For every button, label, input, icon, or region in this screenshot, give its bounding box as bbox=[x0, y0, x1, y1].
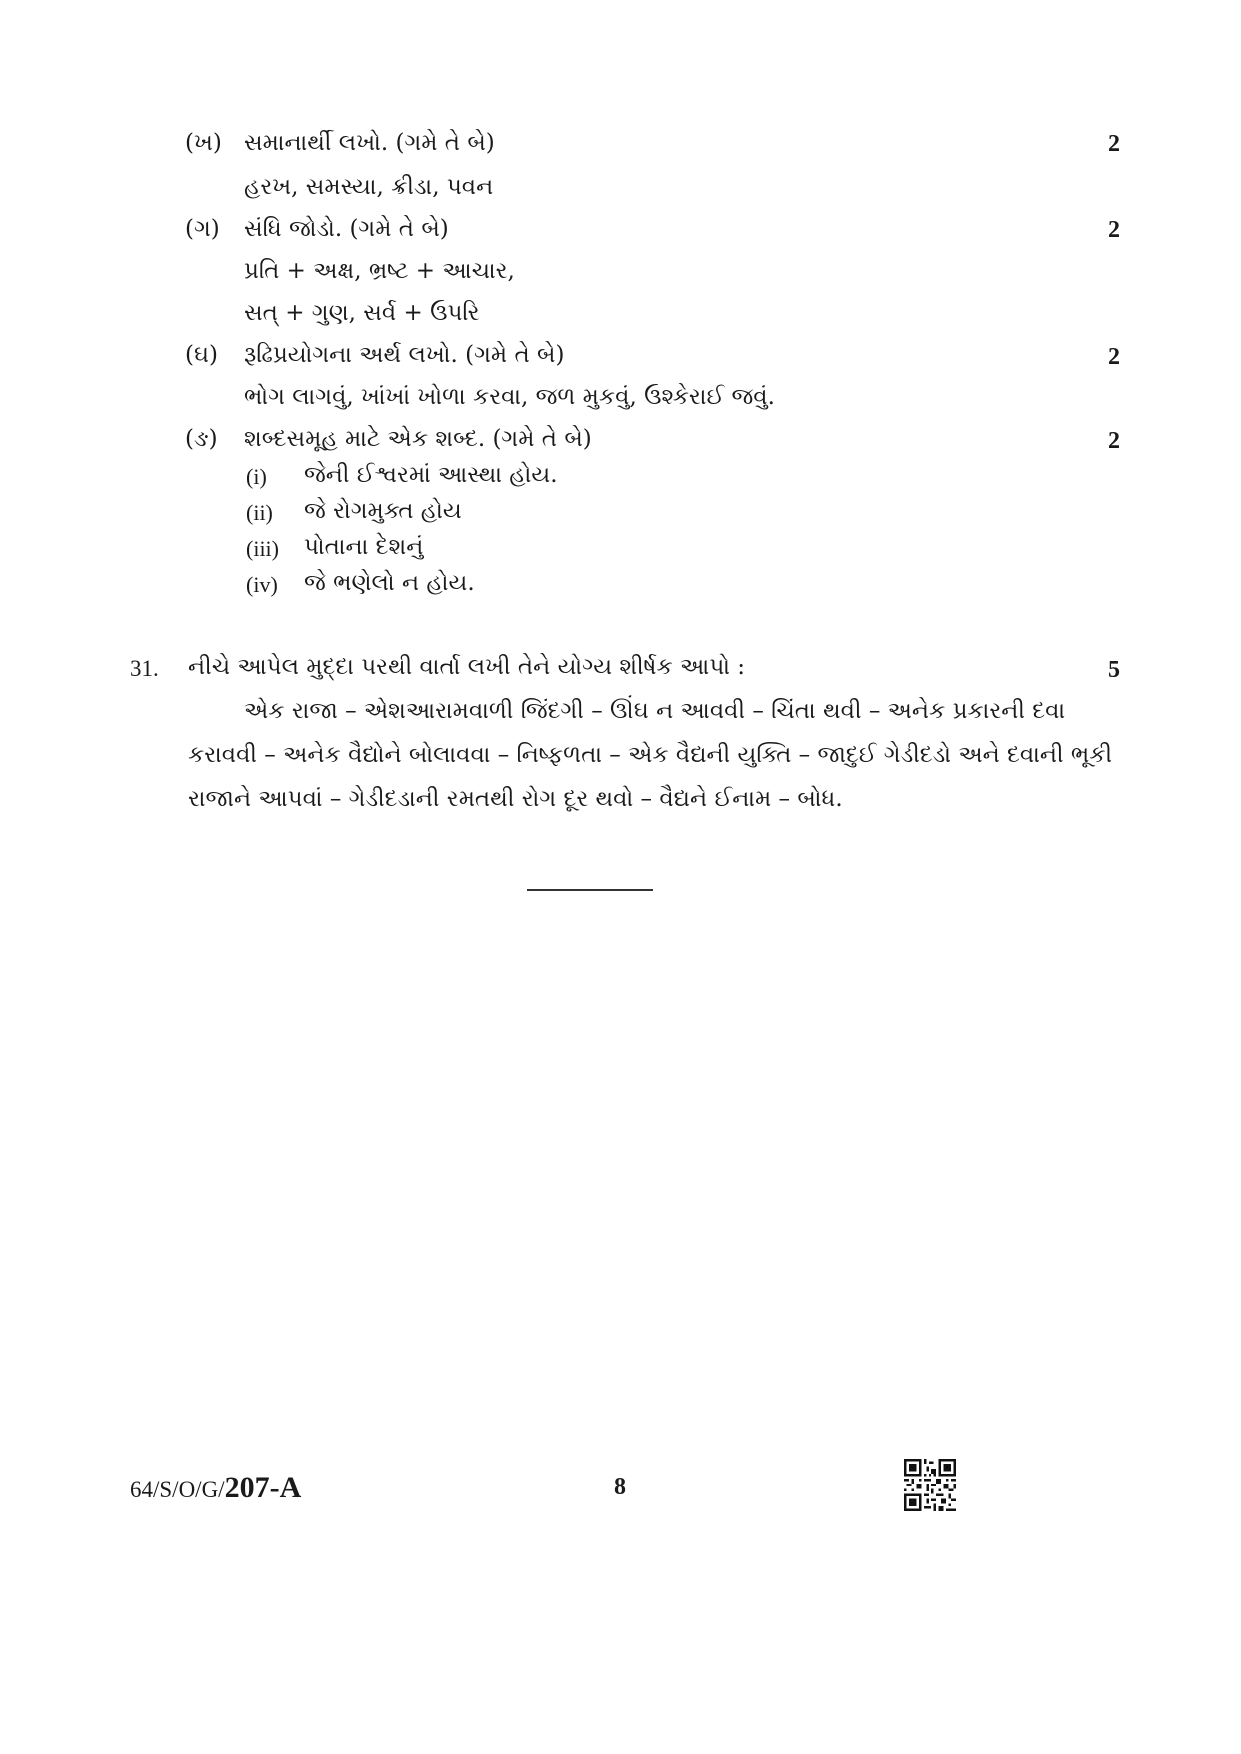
page-number: 8 bbox=[614, 1474, 626, 1500]
subitem-num-iii: (iii) bbox=[246, 536, 279, 561]
item-label-nga: (ઙ) bbox=[185, 426, 218, 452]
item-prompt-nga: શબ્દસમૂહ માટે એક શબ્દ. (ગમે તે બે) bbox=[244, 426, 592, 452]
item-label-kha: (ખ) bbox=[185, 130, 222, 156]
item-marks-gha: 2 bbox=[1108, 344, 1120, 370]
item-marks-ga: 2 bbox=[1108, 217, 1120, 243]
question-31-line-3: રાજાને આપવાં – ગેડીદડાની રમતથી રોગ દૂર થવો – વૈદ્યને ઈનામ – બોધ. bbox=[188, 786, 843, 812]
item-prompt-ga: સંધિ જોડો. (ગમે તે બે) bbox=[244, 216, 449, 242]
question-31-marks: 5 bbox=[1108, 657, 1120, 683]
paper-code bbox=[130, 1471, 301, 1507]
question-31-line-2: કરાવવી – અનેક વૈદ્યોને બોલાવવા – નિષ્ફળતા – એક વૈદ્યની યુક્તિ – જાદુઈ ગેડીદડો અને દવાની ભૂકી bbox=[188, 742, 1113, 768]
item-line-kha-1: હરખ, સમસ્યા, ક્રીડા, પવન bbox=[244, 174, 494, 200]
subitem-text-ii: જે રોગમુક્ત હોય bbox=[304, 498, 462, 524]
item-label-gha: (ઘ) bbox=[185, 342, 218, 368]
item-line-ga-1: પ્રતિ + અક્ષ, ભ્રષ્ટ + આચાર, bbox=[244, 258, 515, 284]
item-label-ga: (ગ) bbox=[185, 216, 220, 242]
question-31-number: 31. bbox=[130, 656, 159, 681]
item-prompt-kha: સમાનાર્થી લખો. (ગમે તે બે) bbox=[244, 130, 495, 156]
item-line-ga-2: સત્ + ગુણ, સર્વ + ઉપરિ bbox=[244, 300, 480, 326]
subitem-text-iii: પોતાના દેશનું bbox=[304, 534, 424, 560]
item-marks-nga: 2 bbox=[1108, 428, 1120, 454]
subitem-num-i: (i) bbox=[246, 464, 267, 489]
end-divider bbox=[527, 889, 653, 891]
item-prompt-gha: રૂઢિપ્રયોગના અર્થ લખો. (ગમે તે બે) bbox=[244, 342, 565, 368]
item-marks-kha: 2 bbox=[1108, 131, 1120, 157]
subitem-text-i: જેની ઈશ્વરમાં આસ્થા હોય. bbox=[304, 462, 558, 488]
item-line-gha-1: ભોગ લાગવું, ખાંખાં ખોળા કરવા, જળ મુકવું, ઉશ્કેરાઈ જવું. bbox=[244, 384, 775, 410]
subitem-num-iv: (iv) bbox=[246, 572, 278, 597]
question-31-prompt: નીચે આપેલ મુદ્દા પરથી વાર્તા લખી તેને યોગ્ય શીર્ષક આપો : bbox=[188, 654, 746, 680]
question-31-line-1: એક રાજા – એશઆરામવાળી જિંદગી – ઊંઘ ન આવવી – ચિંતા થવી – અનેક પ્રકારની દવા bbox=[244, 698, 1066, 724]
paper-code-prefix: 64/S/O/G/ bbox=[130, 1477, 225, 1502]
subitem-num-ii: (ii) bbox=[246, 500, 273, 525]
paper-code-bold: 207-A bbox=[224, 1471, 302, 1504]
subitem-text-iv: જે ભણેલો ન હોય. bbox=[304, 570, 475, 596]
qr-code-icon bbox=[904, 1459, 956, 1511]
